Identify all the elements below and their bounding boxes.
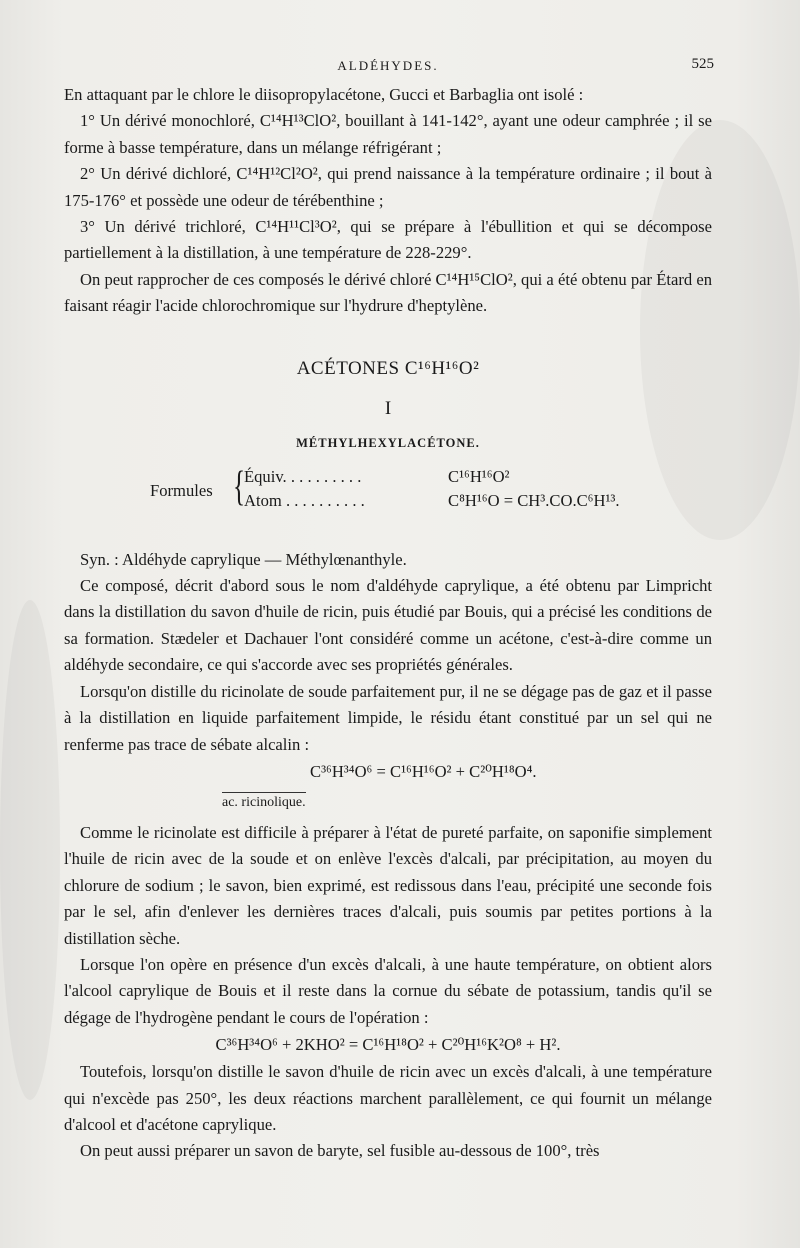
paragraph-toutefois: Toutefois, lorsqu'on distille le savon d'huile de ricin avec un excès d'alcali, à une température qui n'excède pas 250°, les deux réactions marchent parallèlement, ce qui fournit un mélange d'alcool et d'acétone caprylique. — [64, 1062, 712, 1134]
page-number: 525 — [691, 56, 714, 72]
running-title: ALDÉHYDES. — [337, 58, 439, 73]
formulas-label: Formules — [150, 480, 213, 500]
paragraph-baryte: On peut aussi préparer un savon de baryte, sel fusible au-dessous de 100°, très — [80, 1141, 600, 1161]
brace-glyph: { — [233, 463, 246, 510]
page-content — [64, 52, 712, 1165]
formula-row-equiv-label: Équiv. . . . . . . . . . — [244, 466, 362, 486]
paragraph-monochlore: 1° Un dérivé monochloré, C¹⁴H¹³ClO², bouillant à 141-142°, ayant une odeur camphrée ; il se forme à basse température, dans un mélange réfrigérant ; — [64, 111, 712, 157]
formula-row-equiv-value: C¹⁶H¹⁶O² — [448, 466, 510, 486]
paragraph-history: Ce composé, décrit d'abord sous le nom d'aldéhyde caprylique, a été obtenu par Limpricht dans la distillation du savon d'huile de ricin, puis étudié par Bouis, qui a précisé les conditions de sa formation. Stædeler et Dachauer l'ont considéré comme un acétone, c'est-à-dire comme un aldéhyde secondaire, ce qui s'accorde avec ses propriétés générales. — [64, 576, 712, 675]
compound-title: MÉTHYLHEXYLACÉTONE. — [296, 435, 480, 450]
paragraph-saponification: Comme le ricinolate est difficile à préparer à l'état de pureté parfaite, on saponifie simplement l'huile de ricin avec de la soude et on enlève l'excès d'alcali, par précipitation, au moyen du chlorure de sodium ; le savon, bien exprimé, est redissous dans l'eau, précipité une seconde fois par le sel, afin d'enlever les dernières traces d'alcali, puis soumis par petites portions à la distillation sèche. — [64, 822, 712, 948]
section-title: ACÉTONES C¹⁶H¹⁶O² — [296, 357, 480, 379]
equation-potasse: C³⁶H³⁴O⁶ + 2KHO² = C¹⁶H¹⁸O² + C²⁰H¹⁶K²O⁸ + H². — [215, 1035, 561, 1055]
paragraph-alcali: Lorsque l'on opère en présence d'un excès d'alcali, à une haute température, on obtient alors l'alcool caprylique de Bouis et il reste dans la cornue du sébate de potassium, tandis qu'il se dégage de l'hydrogène pendant le cours de l'opération : — [64, 954, 712, 1027]
intro-paragraph: En attaquant par le chlore le diisopropylacétone, Gucci et Barbaglia ont isolé : — [64, 85, 584, 104]
paragraph-trichlore: 3° Un dérivé trichloré, C¹⁴H¹¹Cl³O², qui se prépare à l'ébullition et qui se décompose partiellement à la distillation, à une température de 228-229°. — [64, 217, 712, 263]
edge-shadow — [0, 600, 60, 1100]
formulas-block — [64, 461, 712, 525]
synonyms-line: Syn. : Aldéhyde caprylique — Méthylœnanthyle. — [80, 549, 407, 569]
section-number: I — [384, 397, 392, 419]
formula-row-atom-value: C⁸H¹⁶O = CH³.CO.C⁶H¹³. — [448, 490, 620, 510]
paragraph-etard: On peut rapprocher de ces composés le dérivé chloré C¹⁴H¹⁵ClO², qui a été obtenu par Étard en faisant réagir l'acide chlorochromique sur l'hydrure d'heptylène. — [64, 269, 712, 316]
formula-row-atom-label: Atom . . . . . . . . . . — [244, 490, 365, 510]
running-header — [64, 52, 712, 82]
paragraph-distillation: Lorsqu'on distille du ricinolate de soude parfaitement pur, il ne se dégage pas de gaz et il passe à la distillation en liquide parfaitement limpide, le résidu étant constitué par un sel qui ne renferme pas trace de sébate alcalin : — [64, 681, 712, 754]
paragraph-dichlore: 2° Un dérivé dichloré, C¹⁴H¹²Cl²O², qui prend naissance à la température ordinaire ; il bout à 175-176° et possède une odeur de térébenthine ; — [64, 164, 712, 210]
equation-ricinolate — [64, 762, 712, 820]
equation-ricinolate-underlabel: ac. ricinolique. — [222, 792, 306, 811]
equation-ricinolate-expression: C³⁶H³⁴O⁶ = C¹⁶H¹⁶O² + C²⁰H¹⁸O⁴. — [310, 761, 537, 781]
